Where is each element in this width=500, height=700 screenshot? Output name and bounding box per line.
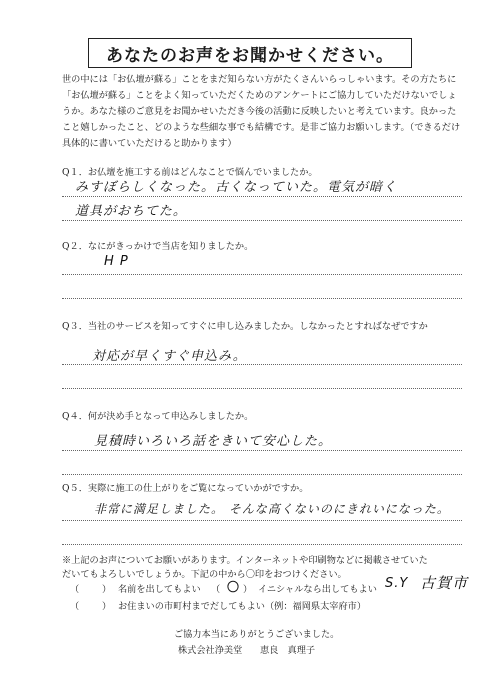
answer-3-line-1: 対応が早くすぐ申込み。 (92, 349, 247, 364)
answer-line (62, 196, 462, 197)
notice-line-2: だいてもよろしいでしょうか。下記の中から〇印をおつけください。 (62, 569, 347, 580)
option-city-paren-close: ） (102, 601, 112, 612)
option-initial-paren-close: ） (243, 584, 253, 595)
option-city-paren-open: （ (70, 601, 80, 612)
option-name-paren-close: ） (102, 584, 112, 595)
answer-5-line-1: 非常に満足しました。 そんな高くないのにきれいになった。 (94, 502, 450, 516)
answer-line (62, 520, 462, 521)
option-name-paren-open: （ (70, 584, 80, 595)
handwritten-city: 古賀市 (420, 574, 469, 592)
question-1: Q１．お仏壇を施工する前はどんなことで悩んでいましたか。 (62, 167, 318, 178)
answer-4-line-1: 見積時いろいろ話をきいて安心した。 (94, 434, 333, 449)
answer-line (62, 474, 462, 475)
question-5: Q５．実際に施工の仕上がりをご覧になっていかがですか。 (62, 483, 309, 494)
answer-line (62, 364, 462, 365)
answer-line (62, 220, 462, 221)
answer-line (62, 388, 462, 389)
answer-1-line-1: みすぼらしくなった。古くなっていた。電気が暗く (75, 180, 398, 195)
answer-line (62, 298, 462, 299)
answer-line (62, 274, 462, 275)
intro-text: 世の中には「お仏壇が蘇る」ことをまだ知らない方がたくさんいらっしゃいます。その方たちに「お仏壇が蘇る」ことをよく知っていただくためのアンケートにご協力していただけないでしょうか。あなた様のご意見をお聞かせいただき今後の活動に反映したいと考えています。良かったこと嬉しかったこと、どのような些細な事でも結構です。是非ご協力お願いします。（できるだけ具体的に書いていただけると助かります） (62, 74, 461, 149)
answer-line (62, 450, 462, 451)
answer-line (62, 544, 462, 545)
thanks-text: ご協力本当にありがとうございました。 (174, 629, 340, 640)
question-3: Q３．当社のサービスを知ってすぐに申し込みましたか。しなかったとすればなぜですか (62, 321, 428, 332)
notice-line-1: ※上記のお声についてお願いがあります。インターネットや印刷物などに掲載させていた (62, 555, 428, 566)
question-4: Q４．何が決め手となって申込みしましたか。 (62, 411, 254, 422)
page-title: あなたのお声をお聞かせください。 (88, 38, 412, 68)
option-initial-check-mark: 〇 (227, 580, 240, 594)
handwritten-initials: S.Y (385, 576, 409, 591)
option-initial-label: イニシャルなら出してもよい (258, 584, 377, 595)
company-name: 株式会社浄美堂 (178, 645, 243, 656)
contact-person: 恵良 真理子 (260, 645, 316, 656)
option-name-label: 名前を出してもよい (118, 584, 201, 595)
answer-1-line-2: 道具がおちてた。 (75, 204, 187, 219)
answer-2-line-1: H P (104, 254, 129, 269)
option-city-label: お住まいの市町村までだしてもよい（例：福岡県太宰府市） (118, 601, 367, 612)
question-2: Q２．なにがきっかけで当店を知りましたか。 (62, 241, 254, 252)
option-initial-paren-open: （ (211, 584, 221, 595)
